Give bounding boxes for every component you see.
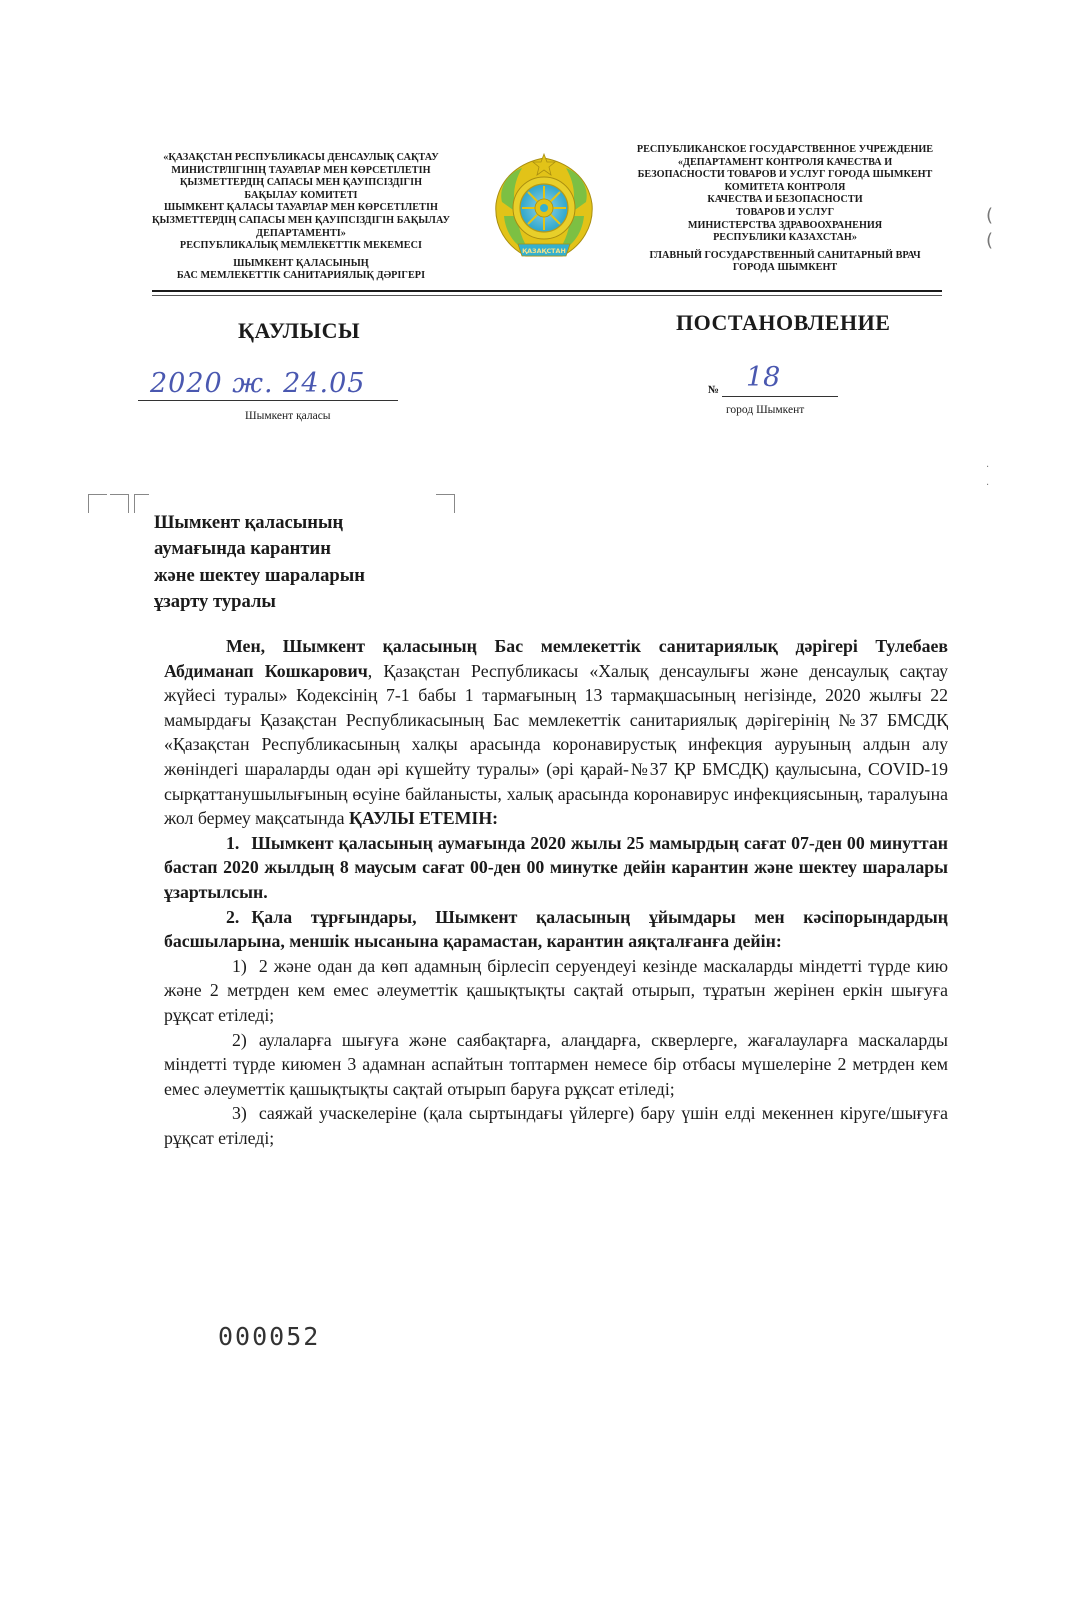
subject-line: Шымкент қаласының bbox=[154, 512, 344, 533]
header-divider bbox=[152, 290, 942, 292]
item-1 bbox=[164, 831, 948, 905]
header-ru-line: РЕСПУБЛИКАНСКОЕ ГОСУДАРСТВЕННОЕ УЧРЕЖДЕНИЕ bbox=[636, 144, 934, 155]
header-ru-official-line: ГОРОДА ШЫМКЕНТ bbox=[732, 262, 838, 274]
header-ru-line: МИНИСТЕРСТВА ЗДРАВООХРАНЕНИЯ bbox=[687, 219, 883, 231]
number-underline bbox=[722, 396, 838, 397]
handwritten-number: 18 bbox=[746, 362, 781, 393]
serial-number: 000052 bbox=[218, 1322, 321, 1351]
subject-corner-mark bbox=[88, 494, 107, 513]
header-ru-line: КАЧЕСТВА И БЕЗОПАСНОСТИ bbox=[707, 194, 863, 206]
header-ru-official-line: ГЛАВНЫЙ ГОСУДАРСТВЕННЫЙ САНИТАРНЫЙ ВРАЧ bbox=[649, 249, 921, 261]
date-underline bbox=[138, 400, 398, 401]
intro-text: , Қазақстан Республикасы «Халық денсаулығы және денсаулық сақтау жүйесі туралы» Кодексінің 7-1 бабы 1 тармағының 13 тармақшасының негізінде, 2020 жылғы 22 мамырдағы Қазақстан Республикасының Бас мемлекеттік санитариялық дәрігерінің №37 БМСДҚ «Қазақстан Республикасының халқы арасында коронавирустық инфекция ауруының алдын алу жөніндегі шараларды одан әрі күшейту туралы» (әрі қарай-№37 ҚР БМСДҚ) қаулысына, COVID-19 сырқаттанушылығының өсуіне байланысты, халық арасында коронавирус инфекциясының, таралуына жол бермеу мақсатында bbox=[164, 660, 948, 829]
margin-mark: ( bbox=[986, 205, 994, 226]
subitem-2-text: аулаларға шығуға және саябақтарға, алаңдарға, скверлерге, жағалауларға маскаларды міндетті түрде киюмен 3 адамнан аспайтын топтармен немесе бір отбасы мүшелеріне 2 метрден кем емес әлеуметтік қашықтықты сақтай отырып баруға рұқсат етіледі; bbox=[164, 1029, 948, 1099]
header-kz-line: БАҚЫЛАУ КОМИТЕТІ bbox=[244, 189, 358, 201]
document-title-ru: ПОСТАНОВЛЕНИЕ bbox=[676, 310, 891, 335]
document-body bbox=[164, 634, 948, 1150]
margin-mark: ( bbox=[986, 230, 994, 251]
header-ru-line: ТОВАРОВ И УСЛУГ bbox=[735, 206, 835, 218]
document-subject bbox=[154, 510, 474, 616]
state-emblem-icon bbox=[488, 152, 600, 264]
subitem-3-text: саяжай учаскелеріне (қала сыртындағы үйлерге) бару үшін елді мекеннен кіруге/шығуға рұқсат етіледі; bbox=[164, 1103, 948, 1148]
header-ru-line: КОМИТЕТА КОНТРОЛЯ bbox=[724, 181, 846, 193]
subitem-3 bbox=[164, 1101, 948, 1150]
header-kz-line: РЕСПУБЛИКАЛЫҚ МЕМЛЕКЕТТІК МЕКЕМЕСІ bbox=[179, 240, 423, 252]
margin-mark: · bbox=[986, 480, 990, 491]
header-ru-line: РЕСПУБЛИКИ КАЗАХСТАН» bbox=[713, 232, 857, 244]
number-label: № bbox=[708, 384, 720, 396]
item-1-number: 1. bbox=[226, 832, 240, 853]
handwritten-date: 2020 ж. 24.05 bbox=[150, 368, 366, 399]
header-kz bbox=[140, 152, 462, 283]
item-2-number: 2. bbox=[226, 906, 240, 927]
margin-mark: · bbox=[986, 462, 990, 473]
subitem-3-number: 3) bbox=[232, 1103, 247, 1124]
subject-line: ұзарту туралы bbox=[154, 591, 276, 613]
header-ru bbox=[606, 144, 964, 275]
item-2 bbox=[164, 905, 948, 954]
header-kz-line: ҚЫЗМЕТТЕРДІҢ САПАСЫ МЕН ҚАУІПСІЗДІГІН bbox=[179, 177, 423, 189]
intro-paragraph bbox=[164, 634, 948, 831]
header-kz-line: ДЕПАРТАМЕНТІ» bbox=[256, 227, 346, 239]
intro-author: Мен, Шымкент қаласының Бас мемлекеттік санитариялық дәрігері Тулебаев Абдиманап Кошкарович bbox=[164, 636, 948, 681]
city-label-kz: Шымкент қаласы bbox=[245, 410, 331, 422]
header-ru-line: «ДЕПАРТАМЕНТ КОНТРОЛЯ КАЧЕСТВА И bbox=[677, 156, 893, 168]
header-kz-line: МИНИСТРЛІГІНІҢ ТАУАРЛАР МЕН КӨРСЕТІЛЕТІН bbox=[171, 164, 431, 176]
header-kz-official-line: ШЫМКЕНТ ҚАЛАСЫНЫҢ bbox=[233, 257, 369, 269]
city-label-ru: город Шымкент bbox=[726, 404, 805, 416]
header-divider-thin bbox=[152, 295, 942, 296]
subject-corner-mark bbox=[110, 494, 129, 513]
subject-line: аумағында карантин bbox=[154, 538, 331, 560]
item-2-text: Қала тұрғындары, Шымкент қаласының ұйымдары мен кәсіпорындардың басшыларына, меншік нысанына қарамастан, карантин аяқталғанға дейін: bbox=[164, 906, 948, 952]
subitem-1-number: 1) bbox=[232, 955, 247, 976]
item-1-text: Шымкент қаласының аумағында 2020 жылы 25 мамырдың сағат 07-ден 00 минуттан бастап 2020 жылдың 8 маусым сағат 00-ден 00 минутке дейін карантин және шектеу шаралары ұзартылсын. bbox=[164, 832, 948, 902]
subitem-1 bbox=[164, 954, 948, 1028]
emblem-ribbon-text: ҚАЗАҚСТАН bbox=[522, 247, 566, 255]
header-kz-line: ҚЫЗМЕТТЕРДІҢ САПАСЫ МЕН ҚАУІПСІЗДІГІН БАҚЫЛАУ bbox=[152, 214, 450, 226]
header-kz-line: ШЫМКЕНТ ҚАЛАСЫ ТАУАРЛАР МЕН КӨРСЕТІЛЕТІН bbox=[164, 202, 438, 214]
subject-line: және шектеу шараларын bbox=[154, 564, 365, 586]
resolution-phrase: ҚАУЛЫ ЕТЕМІН: bbox=[349, 808, 499, 829]
subitem-1-text: 2 және одан да көп адамның бірлесіп серуендеуі кезінде маскаларды міндетті түрде кию және 2 метрден кем емес әлеуметтік қашықтықты сақтай отырып, тұратын жерінен еркін шығуға рұқсат етіледі; bbox=[164, 955, 948, 1025]
subitem-2-number: 2) bbox=[232, 1029, 247, 1050]
header-ru-line: БЕЗОПАСНОСТИ ТОВАРОВ И УСЛУГ ГОРОДА ШЫМКЕНТ bbox=[637, 169, 933, 181]
header-kz-line: «ҚАЗАҚСТАН РЕСПУБЛИКАСЫ ДЕНСАУЛЫҚ САҚТАУ bbox=[163, 152, 439, 163]
document-title-kz: ҚАУЛЫСЫ bbox=[238, 318, 361, 343]
subject-corner-mark bbox=[134, 494, 149, 513]
subitem-2 bbox=[164, 1028, 948, 1102]
header-kz-official-line: БАС МЕМЛЕКЕТТІК САНИТАРИЯЛЫҚ ДӘРІГЕРІ bbox=[176, 270, 426, 282]
